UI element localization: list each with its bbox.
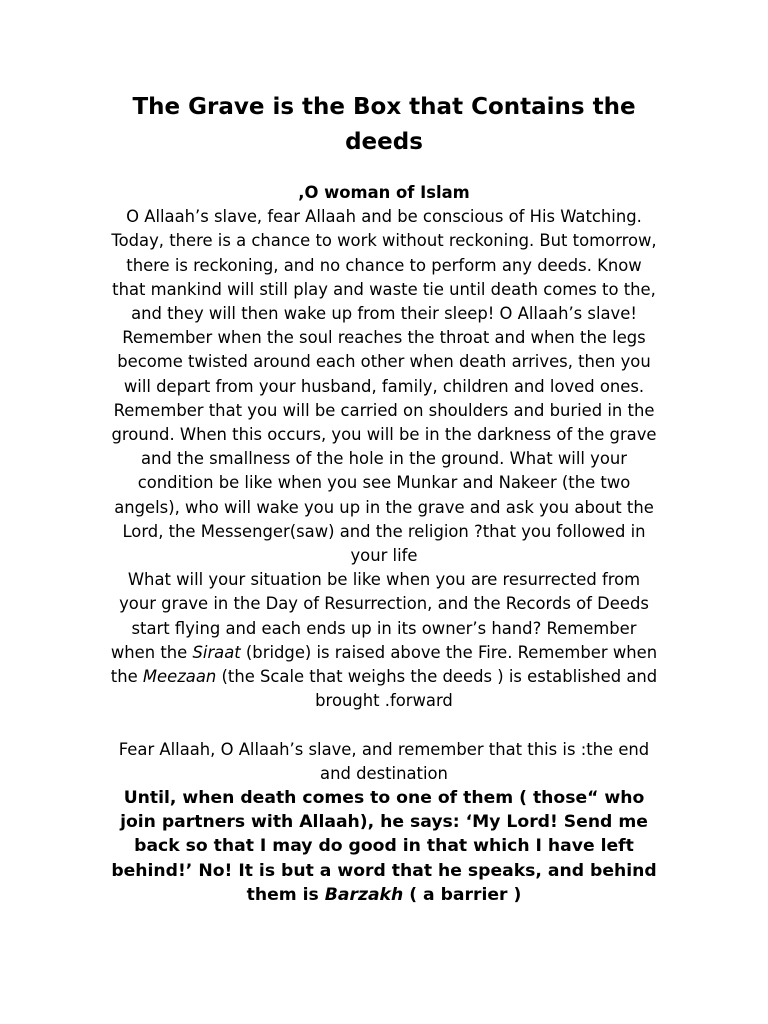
paragraph-2-text-3: (the Scale that weighs the deeds ) is established and brought .forward [216,667,658,711]
paragraph-2-text-1: What will your situation be like when you are resurrected from your grave in the Day of Resurrection, and the Records of Deeds start flying and each ends up in its owner’s hand? Remember when the [110,570,649,662]
paragraph-1: O Allaah’s slave, fear Allaah and be conscious of His Watching. Today, there is a chance to work without reckoning. But tomorrow, there is reckoning, and no chance to perform any deeds. Know that mankind will still play and waste tie until death comes to the, and they will then wake up from their sleep! O Allaah’s slave! Remember when the soul reaches the throat and when the legs become twisted around each other when death arrives, then you will depart from your husband, family, children and loved ones. Remember that you will be carried on shoulders and buried in the ground. When this occurs, you will be in the darkness of the grave and the smallness of the hole in the ground. What will your condition be like when you see Munkar and Nakeer (the two angels), who will wake you up in the grave and ask you about the Lord, the Messenger(saw) and the religion ?that you followed in your life [111,207,657,566]
paragraph-2-text-2: (bridge) is raised above the Fire. Remember when the [110,642,658,687]
quote-text-1: Until, when death comes to one of them ( those“ who join partners with Allaah), he says: ‘My Lord! Send me back so that I may do good in that which I have left behind!’ No! It is but a word that he speaks, and behind them is [111,788,657,905]
paragraph-3: Fear Allaah, O Allaah’s slave, and remember that this is :the end and destination [118,739,650,783]
document-body [110,181,658,907]
quran-quote [110,786,658,907]
paragraph-2 [110,568,658,713]
term-barzakh: Barzakh [324,884,404,905]
salutation: ,O woman of Islam [298,183,470,202]
term-meezaan: Meezaan [142,667,217,687]
document-title: The Grave is the Box that Contains the deeds [132,94,636,155]
paragraph-spacer [110,713,658,737]
quote-text-2: ( a barrier ) [403,884,522,905]
term-siraat: Siraat [192,642,241,662]
